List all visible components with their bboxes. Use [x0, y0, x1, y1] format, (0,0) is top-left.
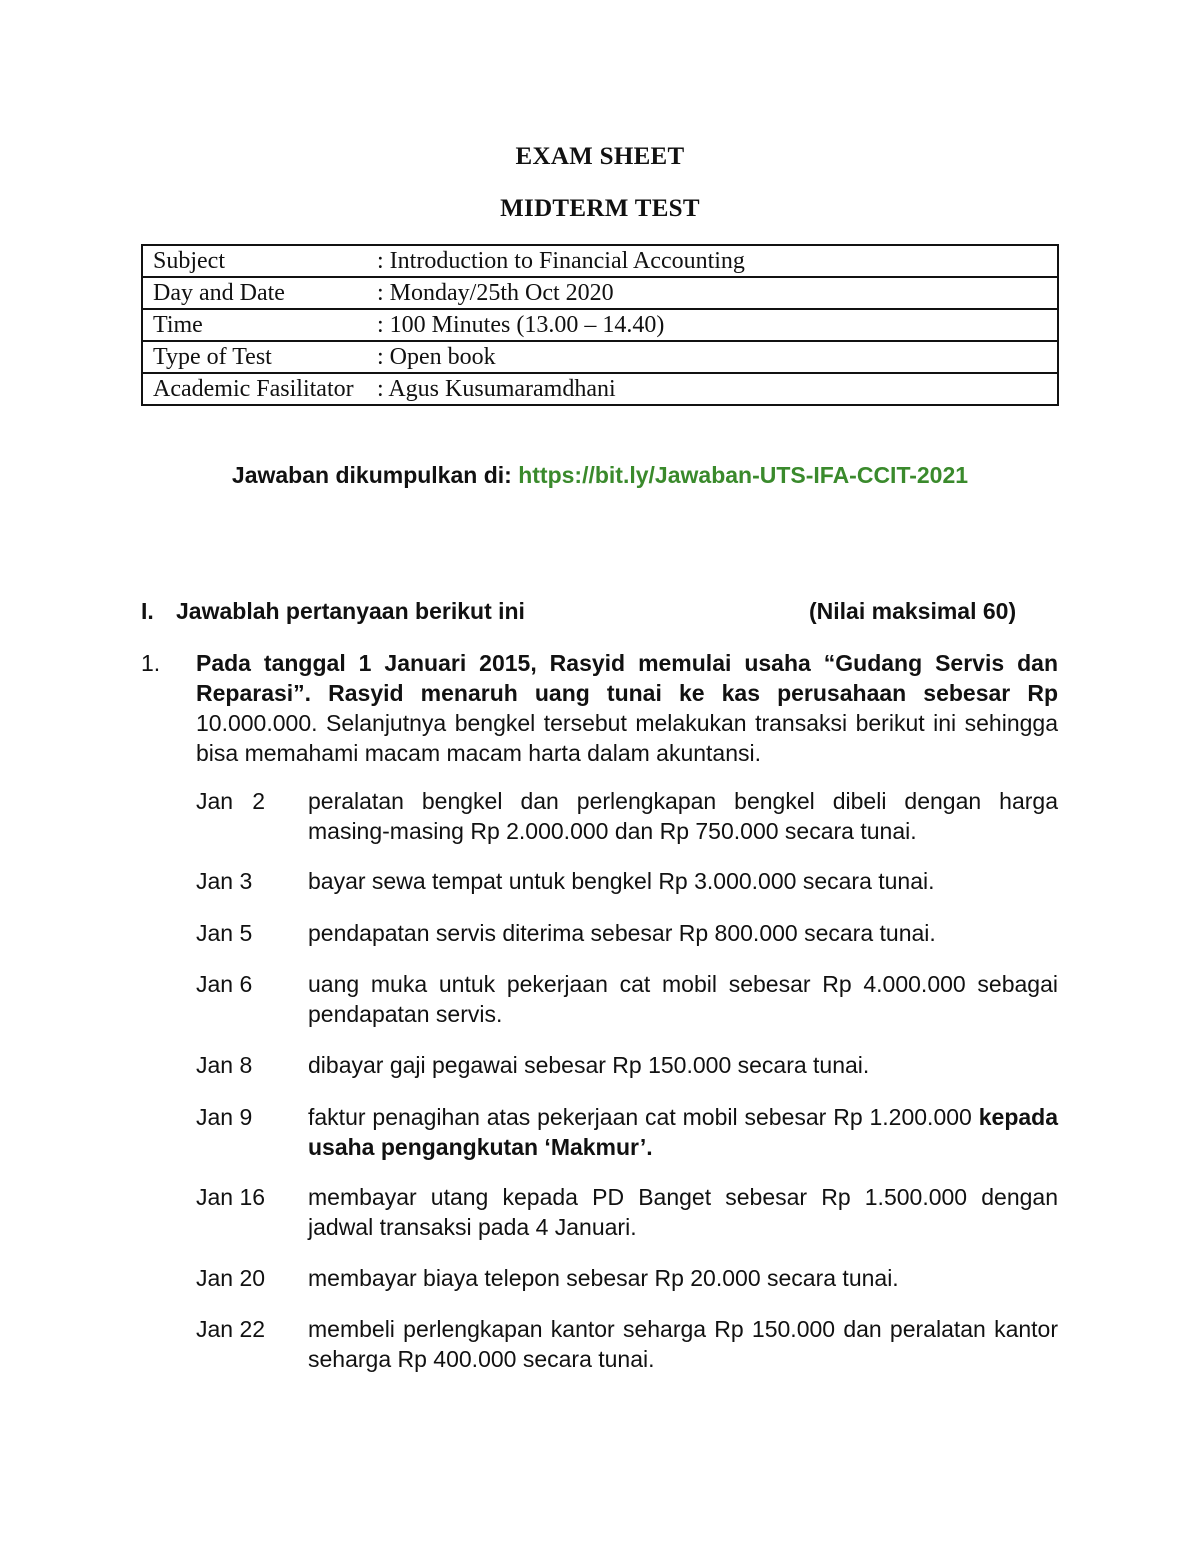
info-value-day-date: : Monday/25th Oct 2020	[377, 277, 1058, 309]
info-label-day-date: Day and Date	[142, 277, 377, 309]
info-value-subject: : Introduction to Financial Accounting	[377, 245, 1058, 277]
table-row	[142, 277, 1058, 309]
transaction-date: Jan 2	[196, 788, 266, 814]
table-row	[142, 373, 1058, 405]
transaction-desc	[308, 786, 1058, 846]
transaction-desc-text: pendapatan servis diterima sebesar Rp 800.000 secara tunai.	[308, 920, 936, 946]
question-number: 1.	[141, 650, 161, 676]
table-row	[142, 309, 1058, 341]
transaction-desc	[308, 1102, 1058, 1162]
table-row	[142, 245, 1058, 277]
transaction-item	[196, 1102, 1058, 1162]
transaction-desc-text: faktur penagihan atas pekerjaan cat mobil sebesar Rp 1.200.000	[308, 1104, 972, 1130]
transaction-desc	[308, 1263, 1058, 1293]
transaction-item	[196, 786, 1058, 846]
transaction-date: Jan 8	[196, 1052, 253, 1078]
transaction-item	[196, 1182, 1058, 1242]
info-label-test-type: Type of Test	[142, 341, 377, 373]
info-value-facilitator: : Agus Kusumaramdhani	[377, 373, 1058, 405]
transaction-desc-text: dibayar gaji pegawai sebesar Rp 150.000 secara tunai.	[308, 1052, 870, 1078]
transaction-date: Jan 20	[196, 1265, 266, 1291]
question-text-bold: Pada tanggal 1 Januari 2015, Rasyid memulai usaha “Gudang Servis dan Reparasi”. Rasyid menaruh uang tunai ke kas perusahaan sebesar Rp	[196, 650, 1058, 706]
transaction-date: Jan 5	[196, 920, 253, 946]
transaction-item	[196, 918, 1058, 948]
transaction-item	[196, 1050, 1058, 1080]
transaction-desc-text: membayar biaya telepon sebesar Rp 20.000 secara tunai.	[308, 1265, 899, 1291]
transaction-desc	[308, 969, 1058, 1029]
transaction-date: Jan 3	[196, 868, 253, 894]
info-value-time: : 100 Minutes (13.00 – 14.40)	[377, 309, 1058, 341]
transaction-desc-text: peralatan bengkel dan perlengkapan bengkel dibeli dengan harga masing-masing Rp 2.000.000 dan Rp 750.000 secara tunai.	[308, 788, 1058, 844]
section-max-score: (Nilai maksimal 60)	[809, 598, 1017, 624]
table-row	[142, 341, 1058, 373]
section-number: I.	[141, 598, 154, 624]
submission-separator: :	[504, 462, 512, 488]
submission-line	[0, 462, 1200, 489]
transaction-item	[196, 1263, 1058, 1293]
transaction-desc-text: membeli perlengkapan kantor seharga Rp 150.000 dan peralatan kantor seharga Rp 400.000 secara tunai.	[308, 1316, 1058, 1372]
transaction-desc-text: uang muka untuk pekerjaan cat mobil sebesar Rp 4.000.000 sebagai pendapatan servis.	[308, 971, 1058, 1027]
section-title: Jawablah pertanyaan berikut ini	[176, 598, 525, 624]
transaction-item	[196, 866, 1058, 896]
transaction-desc	[308, 1314, 1058, 1374]
question-text	[196, 648, 1058, 768]
info-label-subject: Subject	[142, 245, 377, 277]
transaction-desc	[308, 1182, 1058, 1242]
info-label-time: Time	[142, 309, 377, 341]
exam-info-table	[141, 244, 1059, 406]
info-value-test-type: : Open book	[377, 341, 1058, 373]
transaction-date: Jan 6	[196, 971, 253, 997]
transaction-item	[196, 969, 1058, 1029]
transaction-desc-bold: kepada usaha pengangkutan ‘Makmur’.	[308, 1104, 1058, 1160]
transaction-desc-text: membayar utang kepada PD Banget sebesar Rp 1.500.000 dengan jadwal transaksi pada 4 Januari.	[308, 1184, 1058, 1240]
transaction-date: Jan 22	[196, 1316, 266, 1342]
transaction-desc	[308, 1050, 1058, 1080]
info-label-facilitator: Academic Fasilitator	[142, 373, 377, 405]
submission-label: Jawaban dikumpulkan di	[231, 462, 505, 488]
exam-sheet-title: EXAM SHEET	[515, 143, 685, 170]
transaction-desc-text: bayar sewa tempat untuk bengkel Rp 3.000.000 secara tunai.	[308, 868, 935, 894]
submission-link[interactable]: https://bit.ly/Jawaban-UTS-IFA-CCIT-2021	[518, 462, 969, 488]
transaction-desc	[308, 866, 1058, 896]
transaction-item	[196, 1314, 1058, 1374]
question-text-normal: 10.000.000. Selanjutnya bengkel tersebut melakukan transaksi berikut ini sehingga bisa memahami macam macam harta dalam akuntansi.	[196, 710, 1058, 766]
transaction-date: Jan 9	[196, 1104, 253, 1130]
midterm-test-title: MIDTERM TEST	[500, 195, 700, 222]
transaction-date: Jan 16	[196, 1184, 266, 1210]
transaction-desc	[308, 918, 1058, 948]
